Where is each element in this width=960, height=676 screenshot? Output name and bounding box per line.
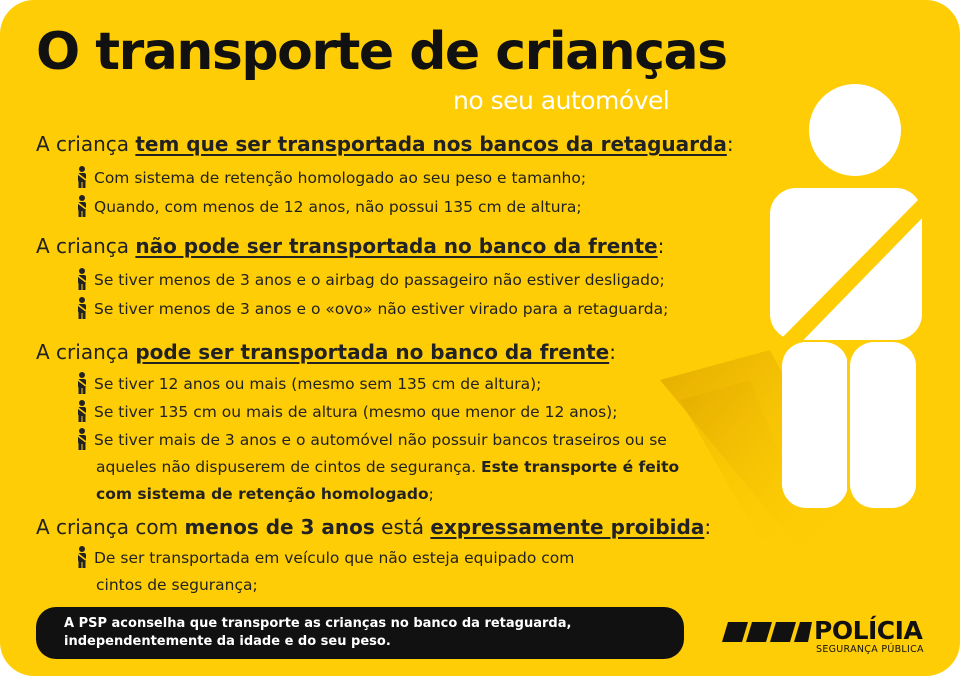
list-item-text: Se tiver mais de 3 anos e o automóvel não possuir bancos traseiros ou se (94, 431, 667, 449)
section-heading-front-seat-allowed (36, 340, 616, 364)
section-heading-prohibited (36, 515, 711, 539)
list-item-text: Se tiver menos de 3 anos e o airbag do passageiro não estiver desligado; (94, 271, 665, 289)
heading-emphasis: não pode ser transportada no banco da frente (135, 234, 658, 258)
heading-prefix: A criança (36, 340, 136, 364)
heading-prefix: A criança com (36, 515, 185, 539)
list-item (74, 166, 586, 188)
footer-advice-text: A PSP aconselha que transporte as crianças no banco da retaguarda, independentemente da idade e do seu peso. (64, 616, 572, 649)
figure-leg-gap (847, 342, 850, 508)
heading-bold: menos de 3 anos (184, 515, 375, 539)
list-item-text: Com sistema de retenção homologado ao seu peso e tamanho; (94, 169, 587, 187)
list-item (74, 372, 541, 394)
child-figure-icon (74, 166, 90, 188)
heading-middle: está (374, 515, 431, 539)
child-figure-icon (74, 428, 90, 450)
continuation-bold-text: Este transporte é feito (481, 458, 680, 476)
list-item-text: Se tiver menos de 3 anos e o «ovo» não estiver virado para a retaguarda; (94, 300, 669, 318)
list-item-continuation (96, 485, 434, 504)
figure-head (809, 84, 901, 176)
logo-subtitle: SEGURANÇA PÚBLICA (816, 644, 924, 655)
section-heading-not-front-seat (36, 234, 664, 258)
psp-stripes-logo (722, 622, 812, 642)
heading-suffix: : (704, 515, 712, 539)
child-figure-icon (74, 195, 90, 217)
heading-emphasis: expressamente proibida (430, 515, 705, 539)
list-item (74, 546, 574, 568)
figure-torso (770, 188, 922, 340)
logo-name: POLÍCIA (814, 616, 923, 645)
heading-suffix: : (609, 340, 616, 364)
list-item-continuation: cintos de segurança; (96, 576, 258, 594)
heading-prefix: A criança (36, 132, 136, 156)
list-item (74, 268, 665, 290)
heading-suffix: : (726, 132, 734, 156)
child-figure-icon (74, 372, 90, 394)
list-item-text: Quando, com menos de 12 anos, não possui 135 cm de altura; (94, 198, 582, 216)
list-item-text: Se tiver 135 cm ou mais de altura (mesmo que menor de 12 anos); (94, 403, 618, 421)
figure-left-leg (782, 342, 848, 508)
child-figure-icon (74, 546, 90, 568)
section-heading-rear-seats (36, 132, 734, 156)
child-figure-icon (74, 297, 90, 319)
list-item-text: Se tiver 12 anos ou mais (mesmo sem 135 cm de altura); (94, 375, 542, 393)
seatbelt-person-icon (650, 80, 940, 640)
heading-emphasis: tem que ser transportada nos bancos da retaguarda (135, 132, 727, 156)
list-item (74, 297, 668, 319)
child-figure-icon (74, 400, 90, 422)
heading-prefix: A criança (36, 234, 136, 258)
heading-suffix: : (657, 234, 665, 258)
child-figure-icon (74, 268, 90, 290)
page-subtitle: no seu automóvel (453, 86, 670, 115)
figure-right-leg (850, 342, 916, 508)
continuation-bold-text: com sistema de retenção homologado (96, 485, 429, 503)
list-item (74, 428, 667, 450)
heading-emphasis: pode ser transportada no banco da frente (135, 340, 610, 364)
continuation-text: ; (428, 485, 434, 503)
list-item (74, 400, 617, 422)
list-item-text: De ser transportada em veículo que não esteja equipado com (94, 549, 575, 567)
page-title: O transporte de crianças (36, 22, 727, 82)
continuation-text: aqueles não dispuserem de cintos de segurança. (96, 458, 482, 476)
list-item-continuation (96, 458, 679, 477)
list-item (74, 195, 582, 217)
